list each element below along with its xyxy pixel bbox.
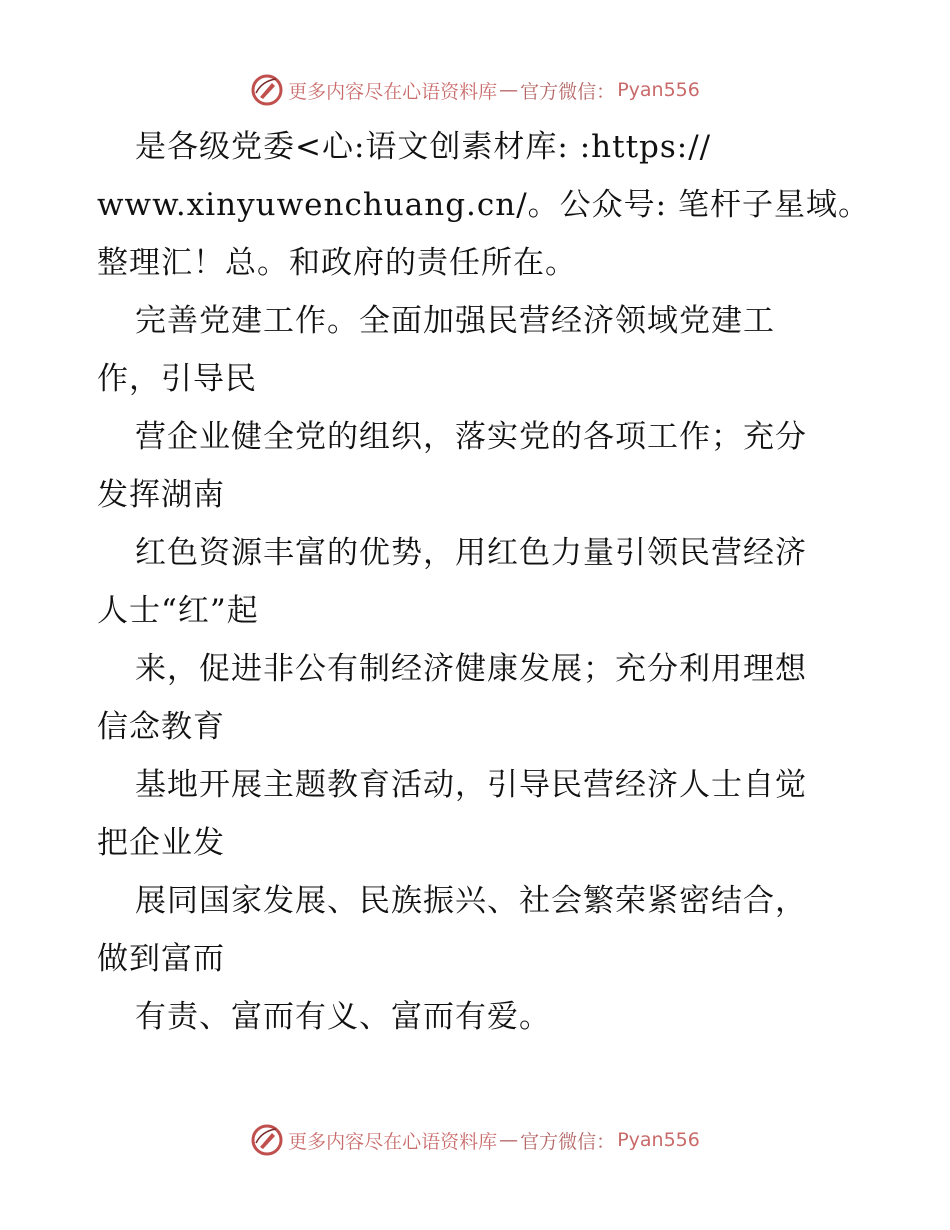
footer-watermark bbox=[0, 1120, 950, 1160]
text-line: 有责、富而有义、富而有爱。 bbox=[135, 999, 551, 1035]
document-body bbox=[97, 118, 870, 1046]
text-line: 红色资源丰富的优势，用红色力量引领民营经济 bbox=[135, 535, 807, 571]
text-line: 整理汇！总。和政府的责任所在。 bbox=[97, 245, 577, 281]
watermark-official-label: 官方微信： bbox=[520, 80, 616, 103]
watermark-text: 更多内容尽在心语资料库 bbox=[288, 80, 498, 103]
text-line: 把企业发 bbox=[97, 825, 225, 861]
text-line: www.xinyuwenchuang.cn/。公众号: 笔杆子星域。 bbox=[97, 187, 870, 223]
watermark-text: 更多内容尽在心语资料库 bbox=[288, 1130, 498, 1153]
red-circle-pen-logo-icon bbox=[250, 1123, 284, 1157]
text-line: 是各级党委<心:语文创素材库: :https:// bbox=[135, 129, 712, 165]
watermark-wechat-id: Pyan556 bbox=[617, 1129, 700, 1151]
text-line: 来，促进非公有制经济健康发展；充分利用理想 bbox=[135, 651, 807, 687]
text-line: 做到富而 bbox=[97, 941, 225, 977]
text-line: 营企业健全党的组织，落实党的各项工作；充分 bbox=[135, 419, 807, 455]
watermark-dash: — bbox=[499, 1129, 519, 1151]
text-line: 作，引导民 bbox=[97, 361, 257, 397]
red-circle-pen-logo-icon bbox=[250, 73, 284, 107]
watermark-wechat-id: Pyan556 bbox=[617, 79, 700, 101]
text-line: 基地开展主题教育活动，引导民营经济人士自觉 bbox=[135, 767, 807, 803]
watermark-dash: — bbox=[499, 79, 519, 101]
text-line: 展同国家发展、民族振兴、社会繁荣紧密结合， bbox=[135, 883, 807, 919]
text-line: 人士“红”起 bbox=[97, 593, 259, 629]
watermark-official-label: 官方微信： bbox=[520, 1130, 616, 1153]
text-line: 信念教育 bbox=[97, 709, 225, 745]
text-line: 发挥湖南 bbox=[97, 477, 225, 513]
header-watermark bbox=[0, 70, 950, 110]
text-line: 完善党建工作。全面加强民营经济领域党建工 bbox=[135, 303, 775, 339]
